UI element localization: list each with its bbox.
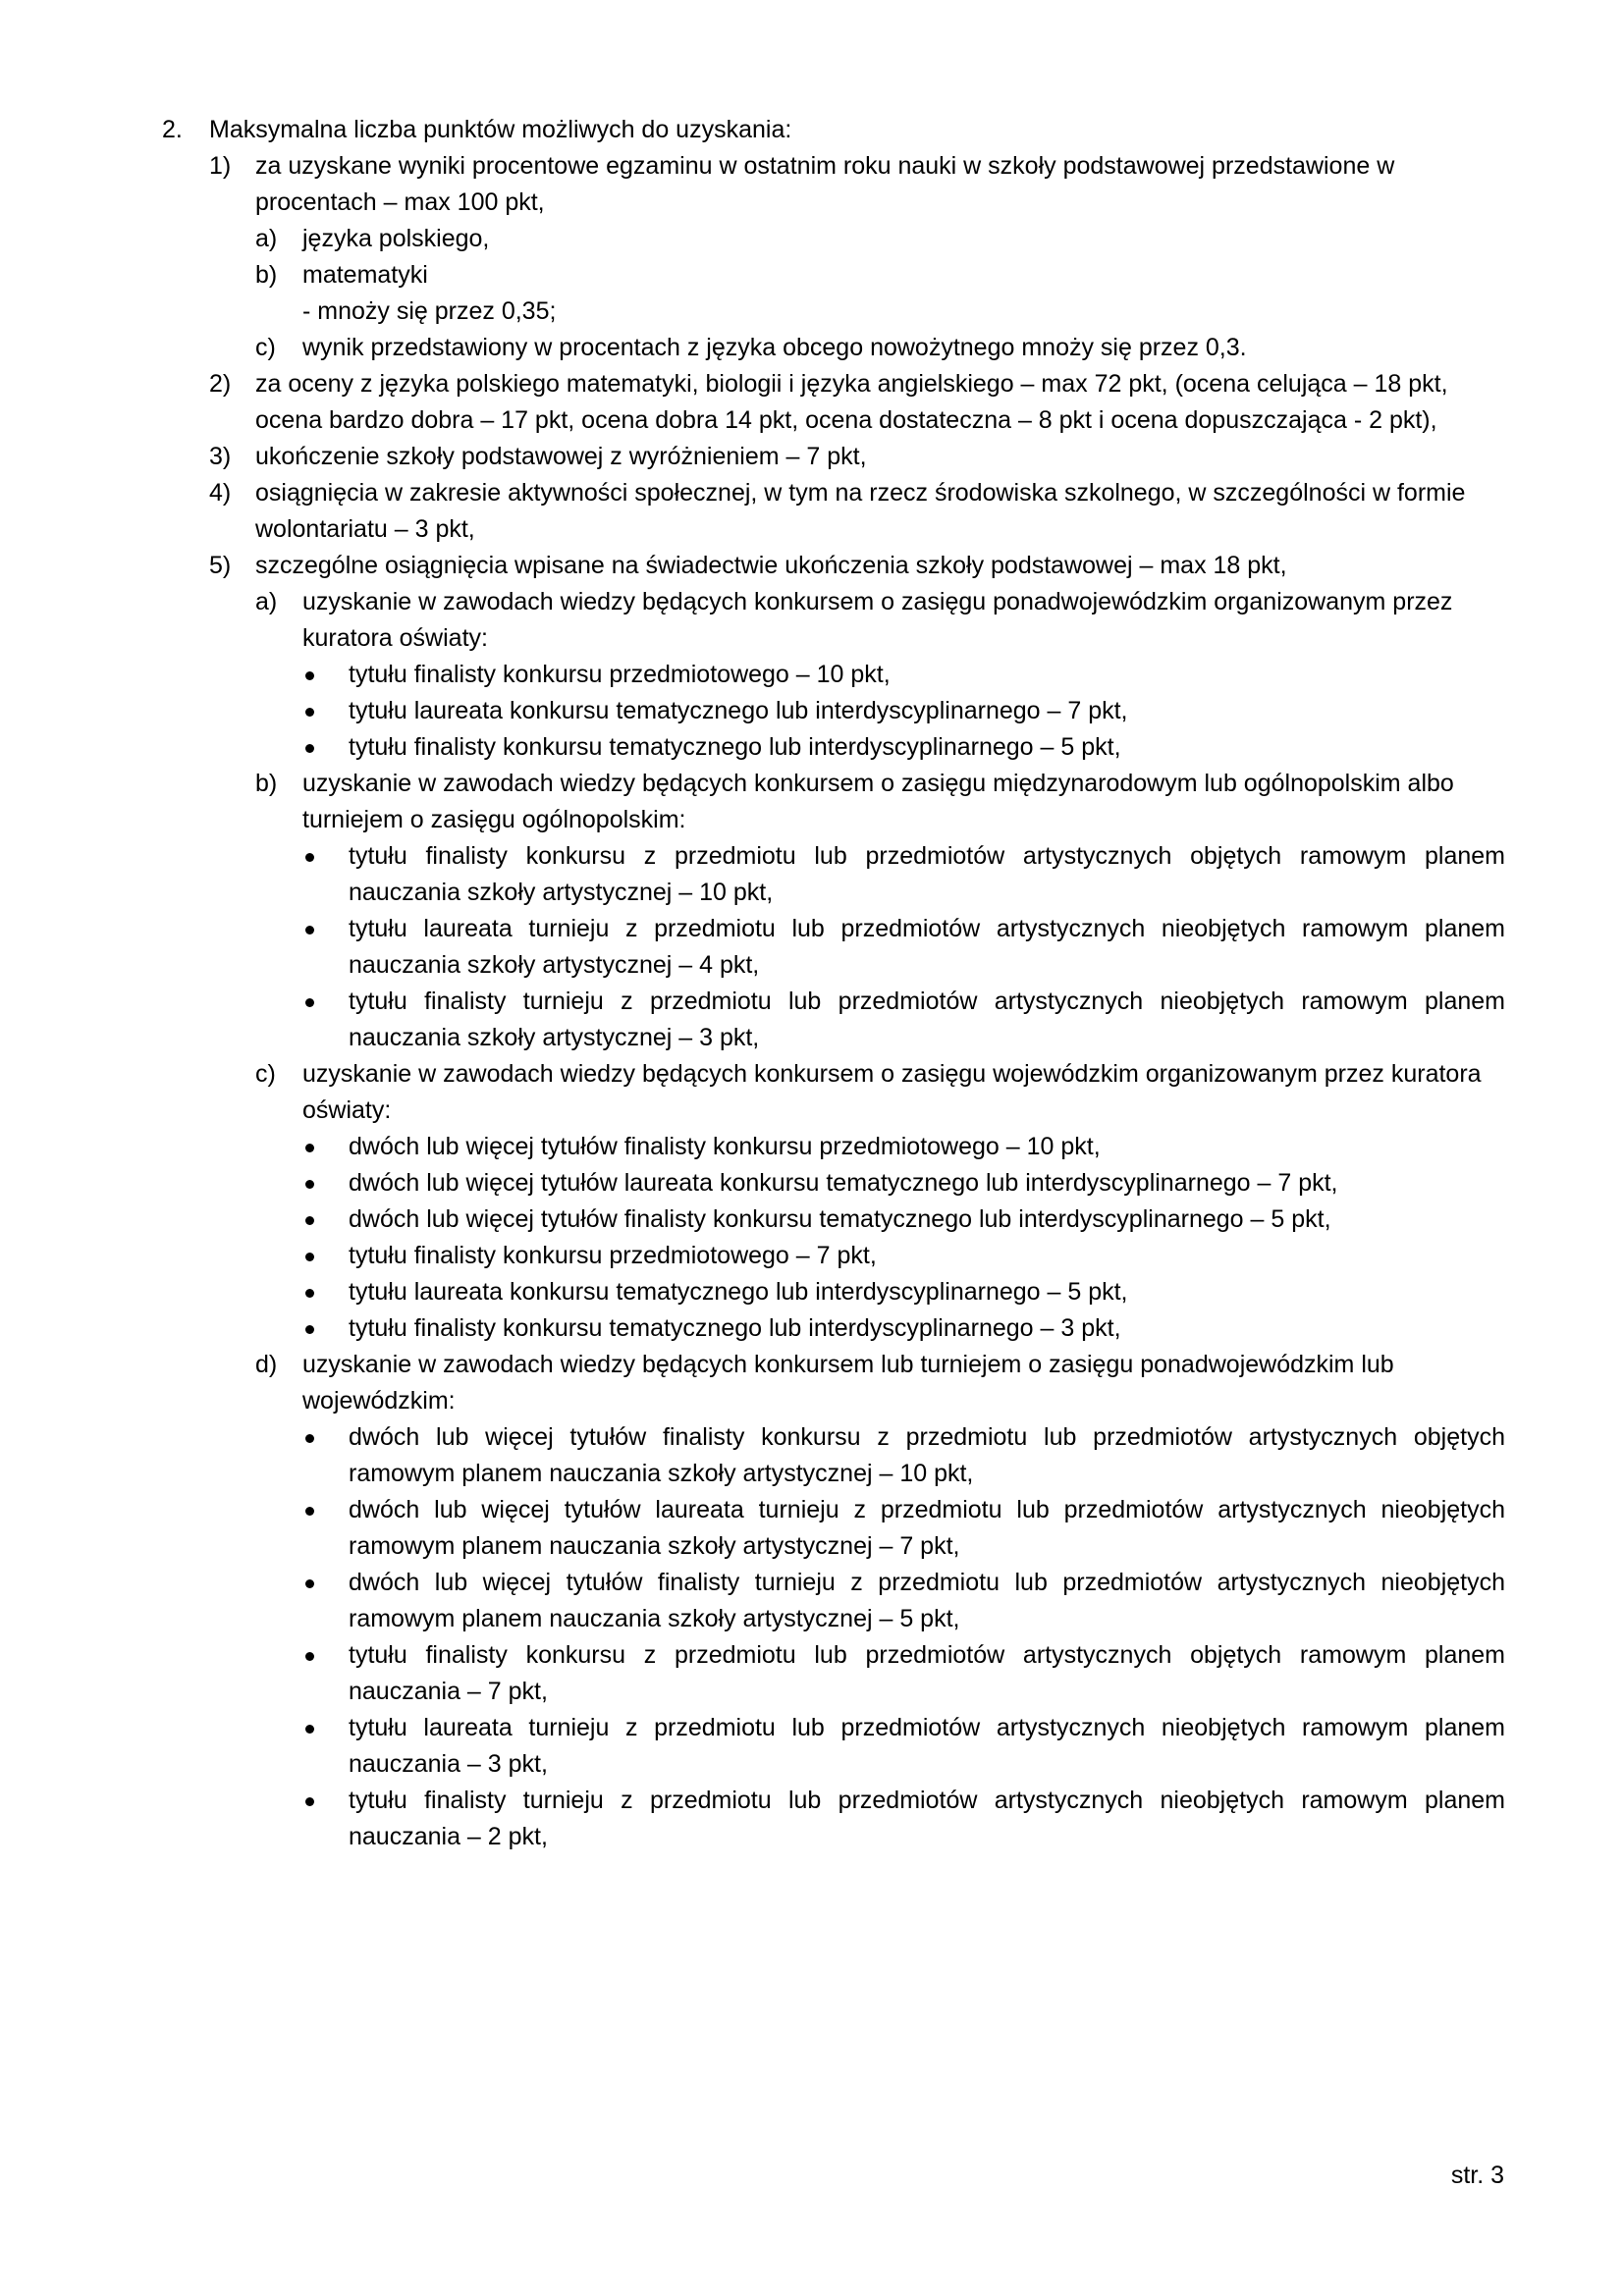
bullet-item [302, 1129, 1505, 1165]
bullet-text: dwóch lub więcej tytułów finalisty konkursu przedmiotowego – 10 pkt, [349, 1133, 1101, 1160]
bullet-text: tytułu laureata konkursu tematycznego lub interdyscyplinarnego – 7 pkt, [349, 697, 1128, 724]
bullet-item [302, 911, 1505, 984]
list-item-text: za uzyskane wyniki procentowe egzaminu w ostatnim roku nauki w szkoły podstawowej przedstawione w procentach – max 100 pkt, [255, 152, 1395, 216]
bullet-item [302, 1419, 1505, 1492]
list-marker: 2) [209, 370, 232, 398]
list-item-2 [209, 366, 1505, 439]
bullet-item [302, 1310, 1505, 1347]
list-item-1 [209, 148, 1505, 366]
bullet-text: tytułu laureata turnieju z przedmiotu lub przedmiotów artystycznych nieobjętych ramowym planem nauczania szkoły artystycznej – 4 pkt, [349, 915, 1505, 979]
list-item-text: uzyskanie w zawodach wiedzy będących konkursem o zasięgu międzynarodowym lub ogólnopolskim albo turniejem o zasięgu ogólnopolskim: [302, 770, 1454, 833]
bullet-text: tytułu finalisty konkursu z przedmiotu lub przedmiotów artystycznych objętych ramowym planem nauczania – 7 pkt, [349, 1641, 1505, 1705]
page-number: str. 3 [1450, 2162, 1504, 2189]
bullet-item [302, 1710, 1505, 1783]
bullet-text: tytułu finalisty konkursu tematycznego lub interdyscyplinarnego – 3 pkt, [349, 1314, 1121, 1342]
bullet-item [302, 1274, 1505, 1310]
bullet-text: tytułu finalisty konkursu przedmiotowego – 7 pkt, [349, 1242, 877, 1269]
list-marker: 4) [209, 479, 232, 507]
sublist-item-5a [255, 584, 1505, 766]
list-item-5 [209, 548, 1505, 1855]
list-item-text: osiągnięcia w zakresie aktywności społecznej, w tym na rzecz środowiska szkolnego, w szczególności w formie wolontariatu – 3 pkt, [255, 479, 1466, 543]
sublist-item-5c [255, 1056, 1505, 1347]
bullet-item [302, 1201, 1505, 1238]
list-marker: c) [255, 1060, 276, 1088]
bullet-text: dwóch lub więcej tytułów finalisty konkursu tematycznego lub interdyscyplinarnego – 5 pkt, [349, 1205, 1331, 1233]
sublist-item-1a [255, 221, 1505, 257]
sublist-item-1b [255, 257, 1505, 330]
bullet-text: tytułu finalisty konkursu tematycznego lub interdyscyplinarnego – 5 pkt, [349, 733, 1121, 761]
bullet-item [302, 693, 1505, 729]
bullet-text: dwóch lub więcej tytułów finalisty turnieju z przedmiotu lub przedmiotów artystycznych nieobjętych ramowym planem nauczania szkoły artystycznej – 5 pkt, [349, 1569, 1505, 1632]
list-marker: b) [255, 770, 278, 797]
bullet-item [302, 1165, 1505, 1201]
list-item-text: języka polskiego, [302, 225, 490, 252]
list-item-text: uzyskanie w zawodach wiedzy będących konkursem lub turniejem o zasięgu ponadwojewódzkim lub wojewódzkim: [302, 1351, 1394, 1415]
list-item-text: matematyki [302, 261, 428, 289]
list-item-text: szczególne osiągnięcia wpisane na świadectwie ukończenia szkoły podstawowej – max 18 pkt, [255, 552, 1287, 579]
list-marker: a) [255, 588, 278, 615]
bullet-text: dwóch lub więcej tytułów finalisty konkursu z przedmiotu lub przedmiotów artystycznych objętych ramowym planem nauczania szkoły artystycznej – 10 pkt, [349, 1423, 1505, 1487]
sublist-item-1c [255, 330, 1505, 366]
list-marker: c) [255, 334, 276, 361]
section-2 [162, 112, 1505, 1855]
bullet-item [302, 1492, 1505, 1565]
list-item-text: za oceny z języka polskiego matematyki, biologii i języka angielskiego – max 72 pkt, (ocena celująca – 18 pkt, ocena bardzo dobra – 17 pkt, ocena dobra 14 pkt, ocena dostateczna – 8 pkt i ocena dopuszczająca - 2 pkt), [255, 370, 1448, 434]
bullet-text: dwóch lub więcej tytułów laureata konkursu tematycznego lub interdyscyplinarnego – 7 pkt, [349, 1169, 1338, 1197]
list-marker: 5) [209, 552, 232, 579]
bullet-item [302, 1565, 1505, 1637]
bullet-text: tytułu finalisty turnieju z przedmiotu lub przedmiotów artystycznych nieobjętych ramowym planem nauczania szkoły artystycznej – 3 pkt, [349, 988, 1505, 1051]
bullet-text: tytułu finalisty turnieju z przedmiotu lub przedmiotów artystycznych nieobjętych ramowym planem nauczania – 2 pkt, [349, 1787, 1505, 1850]
bullet-item [302, 1637, 1505, 1710]
section-number: 2. [162, 116, 183, 143]
list-item-text: uzyskanie w zawodach wiedzy będących konkursem o zasięgu ponadwojewódzkim organizowanym przez kuratora oświaty: [302, 588, 1453, 652]
list-item-text: ukończenie szkoły podstawowej z wyróżnieniem – 7 pkt, [255, 443, 867, 470]
list-item-4 [209, 475, 1505, 548]
list-item-text: uzyskanie w zawodach wiedzy będących konkursem o zasięgu wojewódzkim organizowanym przez kuratora oświaty: [302, 1060, 1482, 1124]
bullet-item [302, 1238, 1505, 1274]
sub-note: - mnoży się przez 0,35; [302, 297, 557, 325]
list-marker: b) [255, 261, 278, 289]
section-title: Maksymalna liczba punktów możliwych do uzyskania: [209, 116, 792, 143]
bullet-text: tytułu finalisty konkursu przedmiotowego – 10 pkt, [349, 661, 891, 688]
document-content [162, 112, 1505, 1855]
list-marker: d) [255, 1351, 278, 1378]
list-marker: 3) [209, 443, 232, 470]
bullet-item [302, 838, 1505, 911]
bullet-item [302, 657, 1505, 693]
sublist-item-5b [255, 766, 1505, 1056]
bullet-item [302, 1783, 1505, 1855]
sublist-item-5d [255, 1347, 1505, 1855]
bullet-item [302, 984, 1505, 1056]
bullet-text: tytułu laureata konkursu tematycznego lub interdyscyplinarnego – 5 pkt, [349, 1278, 1128, 1306]
list-item-3 [209, 439, 1505, 475]
bullet-text: tytułu finalisty konkursu z przedmiotu lub przedmiotów artystycznych objętych ramowym planem nauczania szkoły artystycznej – 10 pkt, [349, 842, 1505, 906]
bullet-text: dwóch lub więcej tytułów laureata turnieju z przedmiotu lub przedmiotów artystycznych nieobjętych ramowym planem nauczania szkoły artystycznej – 7 pkt, [349, 1496, 1505, 1560]
list-marker: a) [255, 225, 278, 252]
list-marker: 1) [209, 152, 232, 180]
bullet-item [302, 729, 1505, 766]
list-item-text: wynik przedstawiony w procentach z języka obcego nowożytnego mnoży się przez 0,3. [302, 334, 1247, 361]
bullet-text: tytułu laureata turnieju z przedmiotu lub przedmiotów artystycznych nieobjętych ramowym planem nauczania – 3 pkt, [349, 1714, 1505, 1778]
